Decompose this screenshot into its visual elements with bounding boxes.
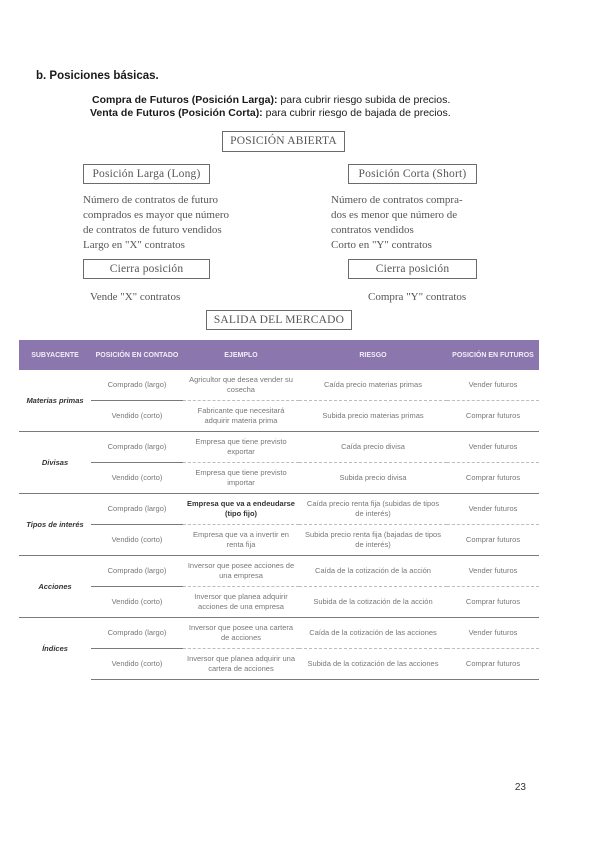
example-cell: Agricultor que desea vender su cosecha <box>189 375 293 394</box>
page-number: 23 <box>514 782 526 793</box>
example-cell: Inversor que posee una cartera de acciones <box>183 618 299 649</box>
example-cell: Empresa que tiene previsto exportar <box>183 432 299 463</box>
example-cell: Inversor que planea adquirir acciones de una empresa <box>183 587 299 618</box>
table-row <box>19 525 539 556</box>
underlying-cell: Acciones <box>19 556 91 618</box>
underlying-cell: Divisas <box>19 432 91 494</box>
table-row <box>19 401 539 432</box>
intro-short-desc: para cubrir riesgo de bajada de precios. <box>262 107 451 119</box>
header-underlying: SUBYACENTE <box>19 340 91 370</box>
short-position-box: Posición Corta (Short) <box>348 164 477 184</box>
long-description <box>83 193 229 253</box>
underlying-cell: Índices <box>19 618 91 680</box>
table-row <box>19 618 539 649</box>
futures-cell: Comprar futuros <box>447 525 539 556</box>
short-desc-line: Número de contratos compra- <box>331 194 463 206</box>
intro-long-line <box>92 94 522 106</box>
futures-cell: Comprar futuros <box>447 463 539 494</box>
futures-cell: Comprar futuros <box>447 401 539 432</box>
table-row <box>19 370 539 401</box>
intro-short-line <box>90 107 520 119</box>
table-row <box>19 649 539 680</box>
position-cell: Vendido (corto) <box>91 463 183 494</box>
underlying-cell: Materias primas <box>26 395 84 405</box>
futures-positions-table <box>19 340 539 680</box>
buy-action-text: Compra "Y" contratos <box>368 291 467 303</box>
underlying-cell: Tipos de interés <box>19 494 91 556</box>
example-cell: Empresa que tiene previsto importar <box>183 463 299 494</box>
futures-cell: Comprar futuros <box>447 649 539 680</box>
position-cell: Comprado (largo) <box>91 494 183 525</box>
table-row <box>19 463 539 494</box>
long-position-box: Posición Larga (Long) <box>83 164 210 184</box>
position-cell: Vendido (corto) <box>91 587 183 618</box>
example-cell: Empresa que va a invertir en renta fija <box>183 525 299 556</box>
position-cell: Vendido (corto) <box>91 401 183 432</box>
long-desc-line: Largo en "X" contratos <box>83 239 185 251</box>
risk-cell: Caída precio renta fija (subidas de tipos de interés) <box>299 494 447 525</box>
short-desc-line: contratos vendidos <box>331 224 414 236</box>
risk-cell: Caída de la cotización de la acción <box>299 556 447 587</box>
risk-cell: Caída precio materias primas <box>324 380 422 389</box>
table-row <box>19 494 539 525</box>
market-exit-box: SALIDA DEL MERCADO <box>206 310 352 330</box>
header-example: EJEMPLO <box>183 340 299 370</box>
futures-cell: Vender futuros <box>447 556 539 587</box>
table-row <box>19 556 539 587</box>
risk-cell: Caída de la cotización de las acciones <box>299 618 447 649</box>
long-desc-line: Número de contratos de futuro <box>83 194 219 206</box>
intro-long-desc: para cubrir riesgo subida de precios. <box>277 94 451 106</box>
futures-cell: Vender futuros <box>447 494 539 525</box>
example-cell: Inversor que planea adquirir una cartera de acciones <box>183 649 299 680</box>
position-cell: Comprado (largo) <box>91 618 183 649</box>
futures-cell: Vender futuros <box>468 380 518 389</box>
header-futures-position: POSICIÓN EN FUTUROS <box>447 340 539 370</box>
intro-short-term: Venta de Futuros (Posición Corta): <box>90 107 263 119</box>
position-cell: Comprado (largo) <box>107 380 167 389</box>
futures-cell: Comprar futuros <box>447 587 539 618</box>
short-desc-line: dos es menor que número de <box>331 209 458 221</box>
section-title: b. Posiciones básicas. <box>36 70 159 82</box>
risk-cell: Subida precio materias primas <box>299 401 447 432</box>
table-row <box>19 587 539 618</box>
risk-cell: Caída precio divisa <box>299 432 447 463</box>
risk-cell: Subida de la cotización de las acciones <box>299 649 447 680</box>
position-cell: Vendido (corto) <box>91 649 183 680</box>
header-risk: RIESGO <box>299 340 447 370</box>
close-position-left-box: Cierra posición <box>83 259 210 279</box>
example-cell: Empresa que va a endeudarse (tipo fijo) <box>183 494 299 525</box>
long-desc-line: comprados es mayor que número <box>83 209 230 221</box>
position-cell: Comprado (largo) <box>91 432 183 463</box>
position-cell: Vendido (corto) <box>91 525 183 556</box>
sell-action-text: Vende "X" contratos <box>90 291 181 303</box>
futures-cell: Vender futuros <box>447 618 539 649</box>
short-description <box>331 193 463 253</box>
short-desc-line: Corto en "Y" contratos <box>331 239 432 251</box>
example-cell: Inversor que posee acciones de una empresa <box>183 556 299 587</box>
position-cell: Comprado (largo) <box>91 556 183 587</box>
header-spot-position: POSICIÓN EN CONTADO <box>91 340 183 370</box>
risk-cell: Subida de la cotización de la acción <box>299 587 447 618</box>
risk-cell: Subida precio renta fija (bajadas de tipos de interés) <box>299 525 447 556</box>
long-desc-line: de contratos de futuro vendidos <box>83 224 222 236</box>
futures-cell: Vender futuros <box>447 432 539 463</box>
intro-long-term: Compra de Futuros (Posición Larga): <box>92 94 278 106</box>
close-position-right-box: Cierra posición <box>348 259 477 279</box>
risk-cell: Subida precio divisa <box>299 463 447 494</box>
table-row <box>19 432 539 463</box>
open-position-box: POSICIÓN ABIERTA <box>222 131 345 152</box>
example-cell: Fabricante que necesitará adquirir materia prima <box>183 401 299 432</box>
table-header-row <box>19 340 539 370</box>
